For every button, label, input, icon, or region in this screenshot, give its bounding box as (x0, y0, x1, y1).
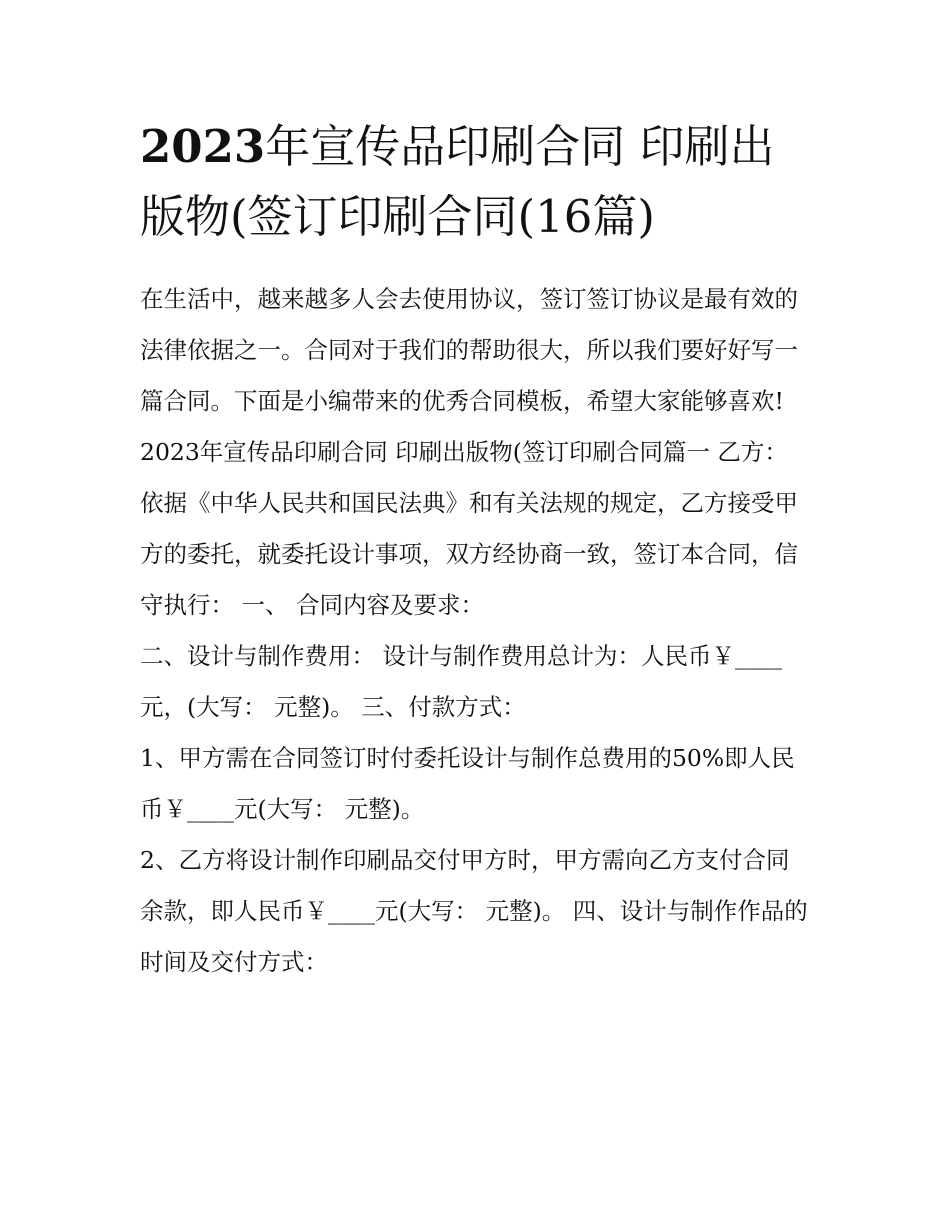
payment-item-1: 1、甲方需在合同签订时付委托设计与制作总费用的50%即人民币￥____元(大写： 元整)。 (140, 744, 795, 823)
payment-item-2: 2、乙方将设计制作印刷品交付甲方时，甲方需向乙方支付合同余款，即人民币￥____元(大写： 元整)。 四、设计与制作作品的时间及交付方式： (140, 846, 808, 976)
document-title (140, 112, 812, 252)
contract-preamble: 依据《中华人民共和国民法典》和有关法规的规定，乙方接受甲方的委托，就委托设计事项，双方经协商一致，签订本合同，信守执行： 一、 合同内容及要求： (140, 489, 798, 619)
title-text: 年宣传品印刷合同 印刷出版物(签订印刷合同(16篇) (140, 120, 775, 243)
intro-paragraph: 在生活中，越来越多人会去使用协议，签订签订协议是最有效的法律依据之一。合同对于我们的帮助很大，所以我们要好好写一篇合同。下面是小编带来的优秀合同模板，希望大家能够喜欢! (140, 285, 798, 415)
title-year: 2023 (140, 120, 266, 173)
section-heading: 2023年宣传品印刷合同 印刷出版物(签订印刷合同篇一 乙方： (140, 438, 788, 466)
fee-clause: 二、设计与制作费用： 设计与制作费用总计为：人民币￥____元，(大写： 元整)。 三、付款方式： (140, 642, 782, 721)
document-page (140, 112, 812, 988)
